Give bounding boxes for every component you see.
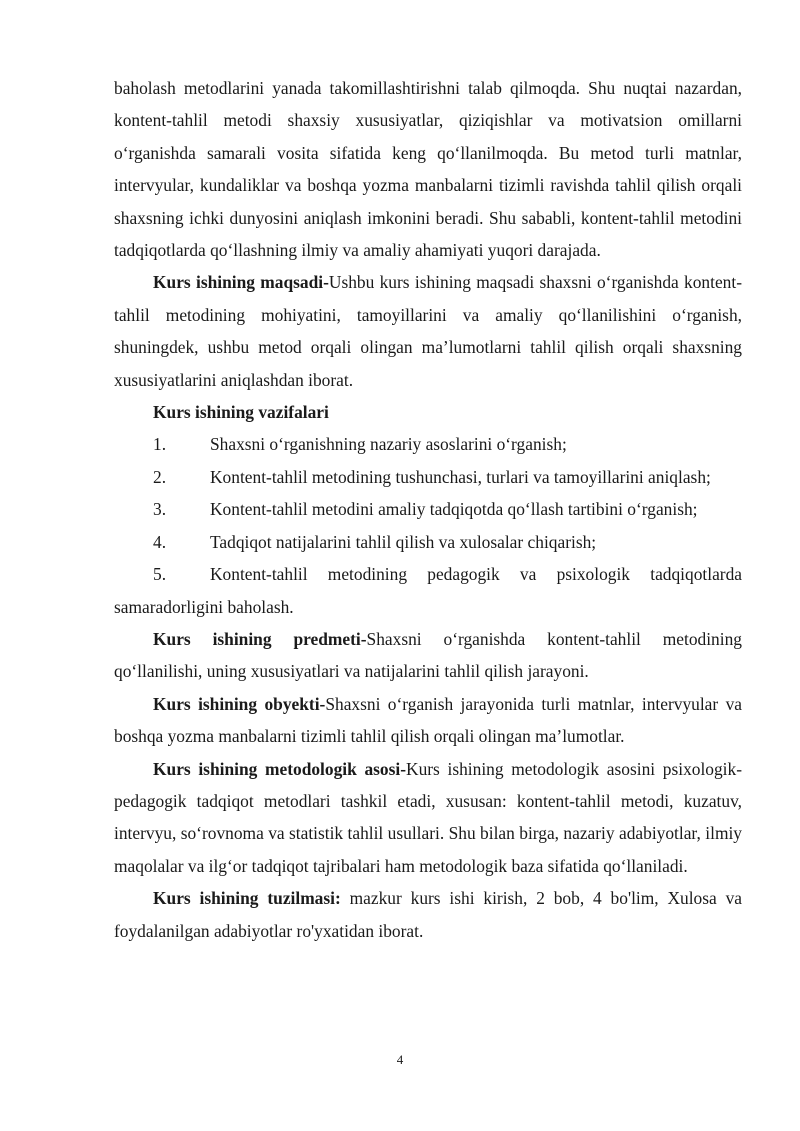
intro-paragraph: baholash metodlarini yanada takomillashtirishni talab qilmoqda. Shu nuqtai nazardan, kontent-tahlil metodi shaxsiy xususiyatlar, qiziqishlar va motivatsion omillarni oʻrganishda samarali vosita sifatida keng qoʻllanilmoqda. Bu metod turli matnlar, intervyular, kundaliklar va boshqa yozma manbalarni tizimli ravishda tahlil qilish orqali shaxsning ichki dunyosini aniqlash imkonini beradi. Shu sababli, kontent-tahlil metodini tadqiqotlarda qoʻllashning ilmiy va amaliy ahamiyati yuqori darajada.	[114, 78, 742, 261]
goal-paragraph	[114, 266, 742, 396]
task-number: 3.	[153, 499, 167, 520]
task-text: Tadqiqot natijalarini tahlil qilish va xulosalar chiqarish;	[210, 531, 597, 552]
task-text: Kontent-tahlil metodining pedagogik va psixologik tadqiqotlarda samaradorligini baholash.	[114, 564, 742, 617]
task-text: Shaxsni oʻrganishning nazariy asoslarini oʻrganish;	[210, 434, 567, 455]
task-number: 4.	[153, 531, 167, 552]
goal-text: Ushbu kurs ishining maqsadi shaxsni oʻrganishda kontent-tahlil metodining mohiyatini, tamoyillarini va amaliy qoʻllanilishini oʻrganish, shuningdek, ushbu metod orqali olingan maʼlumotlarni tahlil qilish orqali shaxsning xususiyatlarini aniqlashdan iborat.	[114, 272, 742, 390]
object-text: Shaxsni oʻrganish jarayonida turli matnlar, intervyular va boshqa yozma manbalarni tizimli tahlil qilish orqali olingan maʼlumotlar.	[114, 693, 742, 747]
methodology-paragraph	[114, 753, 742, 883]
task-item	[114, 558, 742, 623]
object-label: Kurs ishining obyekti-	[153, 693, 326, 714]
task-number: 1.	[153, 434, 167, 455]
page-number: 4	[396, 1052, 404, 1067]
task-number: 2.	[153, 466, 167, 487]
structure-label: Kurs ishining tuzilmasi:	[153, 888, 341, 909]
subject-paragraph	[114, 623, 742, 688]
methodology-label: Kurs ishining metodologik asosi-	[153, 758, 407, 779]
structure-text: mazkur kurs ishi kirish, 2 bob, 4 bo'lim, Xulosa va foydalanilgan adabiyotlar ro'yxatidan iborat.	[114, 888, 742, 941]
subject-text: Shaxsni oʻrganishda kontent-tahlil metodining qoʻllanilishi, uning xususiyatlari va natijalarini tahlil qilish jarayoni.	[114, 628, 742, 682]
structure-paragraph	[114, 882, 742, 947]
task-item	[114, 493, 742, 525]
methodology-text: Kurs ishining metodologik asosini psixologik-pedagogik tadqiqot metodlari tashkil etadi, xususan: kontent-tahlil metodi, kuzatuv, intervyu, soʻrovnoma va statistik tahlil usullari. Shu bilan birga, nazariy adabiyotlar, ilmiy maqolalar va ilgʻor tadqiqot tajribalari ham metodologik baza sifatida qoʻllaniladi.	[114, 758, 742, 876]
task-text: Kontent-tahlil metodining tushunchasi, turlari va tamoyillarini aniqlash;	[210, 466, 711, 487]
task-item	[114, 428, 742, 460]
task-number: 5.	[153, 564, 167, 585]
subject-label: Kurs ishining predmeti-	[153, 628, 367, 649]
tasks-heading: Kurs ishining vazifalari	[153, 402, 329, 423]
goal-label: Kurs ishining maqsadi-	[153, 272, 329, 293]
task-text: Kontent-tahlil metodini amaliy tadqiqotda qoʻllash tartibini oʻrganish;	[210, 499, 698, 520]
task-item	[114, 461, 742, 493]
document-page	[114, 72, 742, 947]
task-item	[114, 526, 742, 558]
object-paragraph	[114, 688, 742, 753]
